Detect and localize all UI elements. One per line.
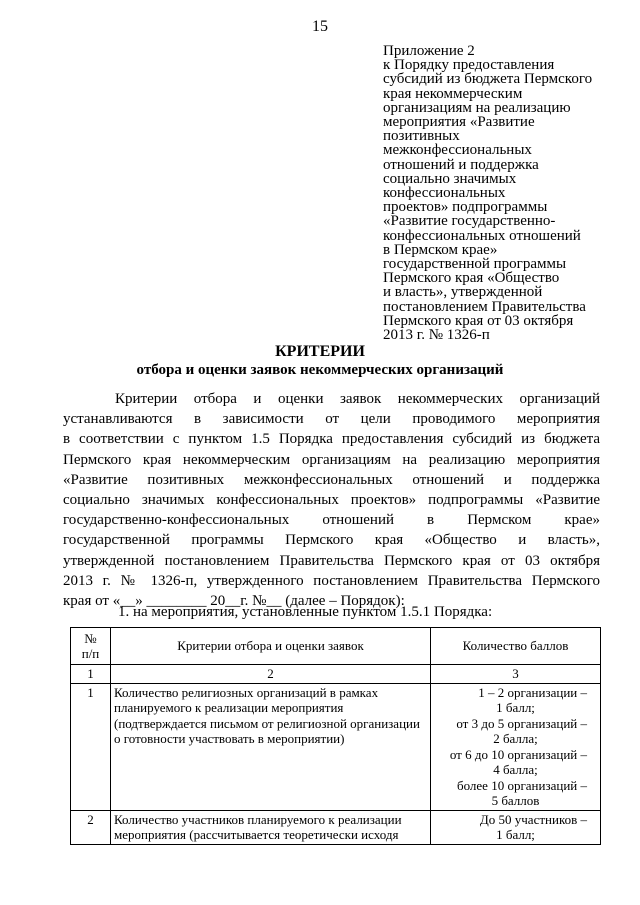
annex-line: края некоммерческим	[383, 85, 523, 102]
annex-line: государственной программы	[383, 256, 567, 273]
annex-line: 2013 г. № 1326-п	[383, 327, 490, 344]
annex-line: мероприятия «Развитие	[383, 114, 535, 131]
annex-line: субсидий из бюджета Пермского	[383, 71, 593, 88]
score-line: 1 – 2 организации –	[478, 684, 587, 700]
score-line: 1 балл;	[496, 700, 535, 715]
table-row	[71, 810, 601, 844]
table-cell-score	[431, 810, 601, 844]
annex-line: и власть», утвержденной	[383, 284, 543, 301]
body-line: социально значимых конфессиональных проектов» подпрограммы «Развитие	[63, 492, 600, 509]
body-line: «Развитие позитивных межконфессиональных отношений и поддержка	[63, 471, 600, 488]
table-index-row	[71, 665, 601, 684]
body-line: государственно-конфессиональных отношений в Пермском крае»	[63, 512, 600, 529]
annex-line: Пермского края от 03 октября	[383, 312, 574, 329]
body-line: утвержденной постановлением Правительства Пермского края от 03 октября	[63, 552, 600, 569]
criteria-table	[70, 627, 601, 845]
score-line: от 6 до 10 организаций –	[449, 746, 587, 762]
annex-line: в Пермском крае»	[383, 241, 498, 258]
table-cell: 2	[111, 665, 431, 684]
table-cell-criterion: Количество участников планируемого к реализации мероприятия (рассчитывается теоретически исходя	[111, 810, 431, 844]
body-line: в соответствии с пунктом 1.5 Порядка предоставления субсидий из бюджета	[63, 431, 600, 448]
body-line: края от «__» ________ 20__г. №__ (далее – Порядок):	[63, 593, 405, 610]
annex-line: постановлением Правительства	[383, 298, 586, 315]
annex-line: отношений и поддержка	[383, 156, 539, 173]
table-cell-score	[431, 683, 601, 810]
annex-line: конфессиональных	[383, 185, 506, 202]
table-header-number-part: п/п	[81, 646, 100, 661]
page-number: 15	[312, 18, 328, 35]
table-header-criteria: Критерии отбора и оценки заявок	[111, 628, 431, 665]
body-line: Пермского края некоммерческим организациям на реализацию мероприятия	[63, 451, 600, 468]
annex-line: социально значимых	[383, 170, 517, 187]
annex-line: конфессиональных отношений	[383, 227, 581, 244]
table-cell: 3	[431, 665, 601, 684]
table-header-number-part: №	[84, 630, 97, 646]
score-line: более 10 организаций –	[456, 777, 587, 793]
table-cell: 1	[71, 665, 111, 684]
score-line: 5 баллов	[491, 793, 540, 808]
table-header-number	[71, 628, 111, 665]
annex-line: Приложение 2	[383, 43, 475, 59]
table-cell-criterion: Количество религиозных организаций в рамках планируемого к реализации мероприятия (подтверждается письмом от религиозной организации о готовности участвовать в мероприятии)	[111, 683, 431, 810]
table-cell-number: 2	[71, 810, 111, 844]
document-subtitle: отбора и оценки заявок некоммерческих организаций	[136, 362, 504, 378]
annex-line: проектов» подпрограммы	[383, 199, 548, 216]
annex-line: позитивных	[383, 128, 460, 145]
score-line: 2 балла;	[493, 731, 538, 746]
body-line: 2013 г. № 1326-п, утвержденного постановлением Правительства Пермского	[63, 572, 600, 589]
document-title: КРИТЕРИИ	[275, 343, 365, 360]
body-line: устанавливаются в зависимости от цели проводимого мероприятия	[63, 411, 600, 428]
annex-line: «Развитие государственно-	[383, 213, 556, 230]
table-row	[71, 683, 601, 810]
table-header-score: Количество баллов	[431, 628, 601, 665]
score-line: 1 балл;	[496, 827, 535, 842]
score-line: 4 балла;	[493, 762, 538, 777]
body-line: государственной программы Пермского края «Общество и власть»,	[63, 532, 600, 549]
list-item: 1. на мероприятия, установленные пунктом 1.5.1 Порядка:	[118, 604, 493, 620]
score-line: До 50 участников –	[479, 811, 587, 827]
score-line: от 3 до 5 организаций –	[456, 715, 587, 731]
annex-line: Пермского края «Общество	[383, 270, 560, 287]
body-paragraph	[63, 389, 600, 611]
annex-header	[383, 44, 623, 342]
table-cell-number: 1	[71, 683, 111, 810]
annex-line: организациям на реализацию	[383, 99, 571, 116]
body-line: Критерии отбора и оценки заявок некоммерческих организаций	[115, 391, 600, 407]
annex-line: межконфессиональных	[383, 142, 532, 159]
annex-line: к Порядку предоставления	[383, 57, 555, 74]
table-header-row	[71, 628, 601, 665]
